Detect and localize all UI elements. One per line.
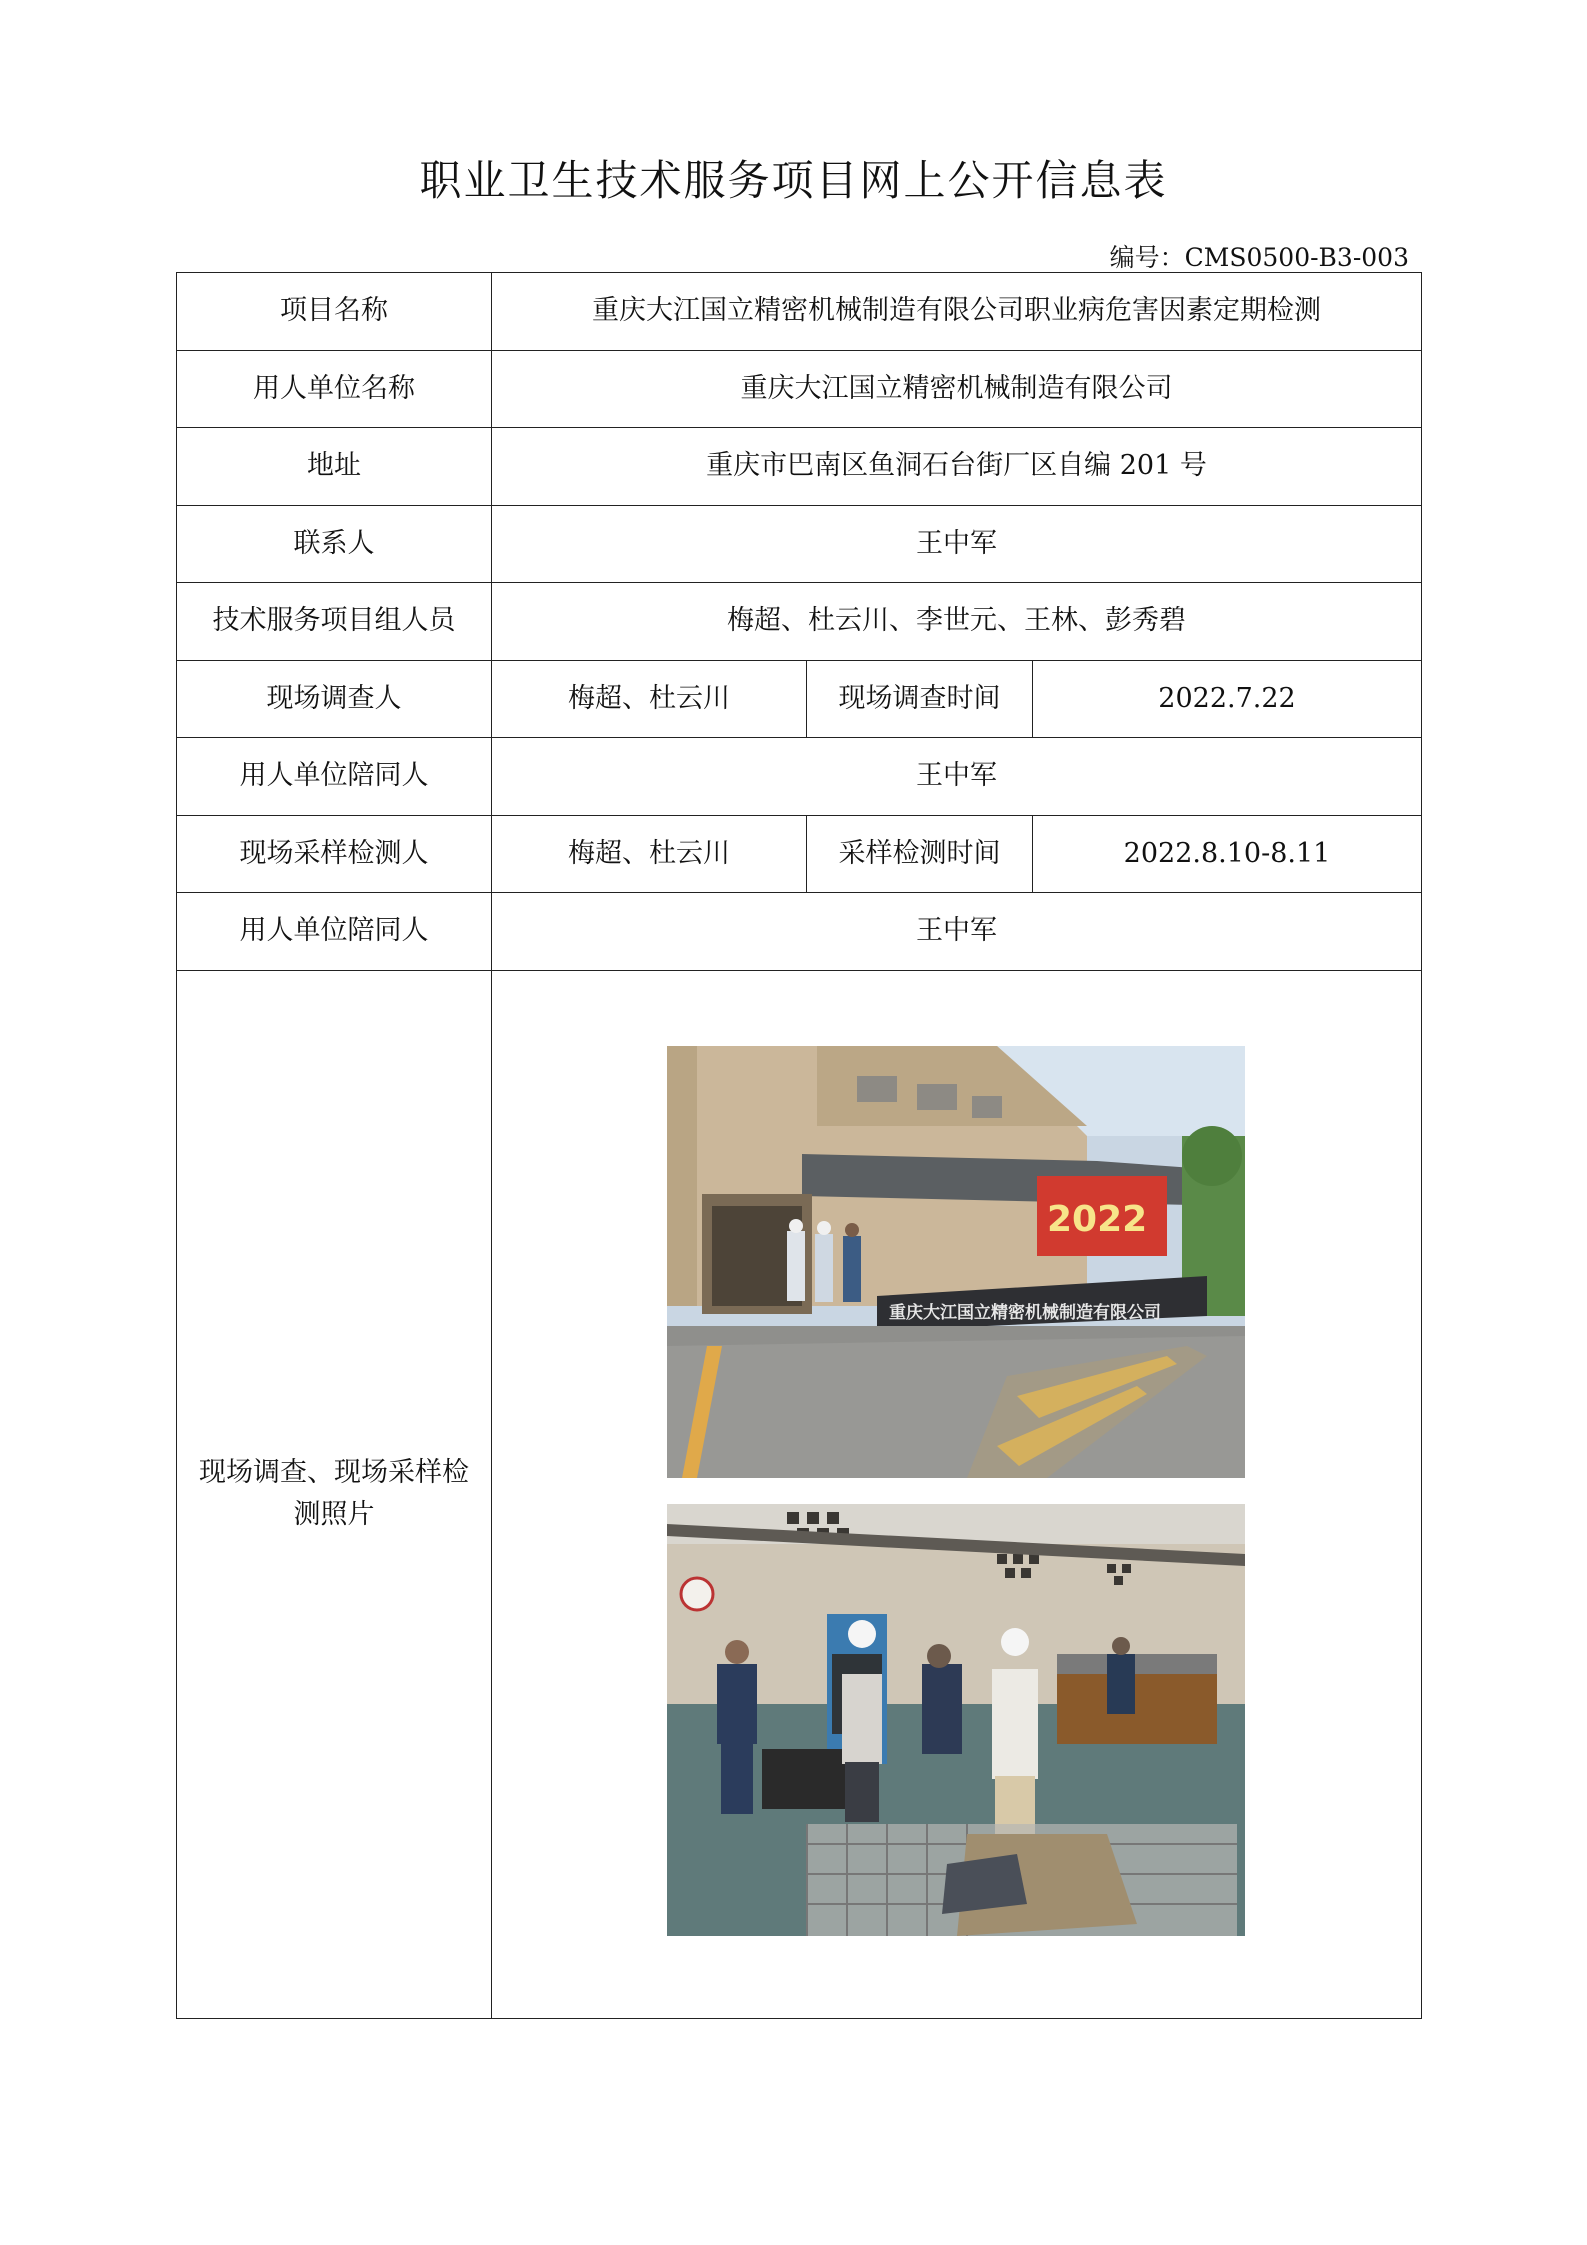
row-sampling-escort: [177, 893, 1422, 971]
sign-text: 重庆大江国立精密机械制造有限公司: [889, 1302, 1161, 1323]
row-sampling: [177, 815, 1422, 893]
team-value: 梅超、杜云川、李世元、王林、彭秀碧: [492, 583, 1422, 661]
document-code: 编号：CMS0500-B3-003: [1109, 243, 1409, 272]
info-table: [176, 272, 1422, 2019]
sampling-value: 梅超、杜云川: [492, 815, 807, 893]
page-title: 职业卫生技术服务项目网上公开信息表: [419, 156, 1168, 205]
survey-time-value: 2022.7.22: [1033, 660, 1422, 738]
sampling-escort-label: 用人单位陪同人: [177, 893, 492, 971]
photos-label: 现场调查、现场采样检测照片: [177, 970, 492, 2018]
survey-time-label: 现场调查时间: [807, 660, 1033, 738]
row-survey: [177, 660, 1422, 738]
photo-workshop-sampling: [667, 1504, 1245, 1936]
contact-label: 联系人: [177, 505, 492, 583]
survey-label: 现场调查人: [177, 660, 492, 738]
sampling-time-value: 2022.8.10-8.11: [1033, 815, 1422, 893]
team-label: 技术服务项目组人员: [177, 583, 492, 661]
row-address: [177, 428, 1422, 506]
address-value: 重庆市巴南区鱼洞石台街厂区自编 201 号: [492, 428, 1422, 506]
photos-cell: [492, 970, 1422, 2018]
sampling-escort-value: 王中军: [492, 893, 1422, 971]
project-name-label: 项目名称: [177, 273, 492, 351]
survey-value: 梅超、杜云川: [492, 660, 807, 738]
row-survey-escort: [177, 738, 1422, 816]
photo-factory-gate: [667, 1046, 1245, 1478]
employer-name-value: 重庆大江国立精密机械制造有限公司: [492, 350, 1422, 428]
contact-value: 王中军: [492, 505, 1422, 583]
row-contact: [177, 505, 1422, 583]
row-employer-name: [177, 350, 1422, 428]
sampling-label: 现场采样检测人: [177, 815, 492, 893]
sampling-time-label: 采样检测时间: [807, 815, 1033, 893]
survey-escort-value: 王中军: [492, 738, 1422, 816]
employer-name-label: 用人单位名称: [177, 350, 492, 428]
project-name-value: 重庆大江国立精密机械制造有限公司职业病危害因素定期检测: [492, 273, 1422, 351]
survey-escort-label: 用人单位陪同人: [177, 738, 492, 816]
row-photos: [177, 970, 1422, 2018]
banner-text: 2022: [1047, 1198, 1148, 1240]
row-project-name: [177, 273, 1422, 351]
address-label: 地址: [177, 428, 492, 506]
row-team: [177, 583, 1422, 661]
